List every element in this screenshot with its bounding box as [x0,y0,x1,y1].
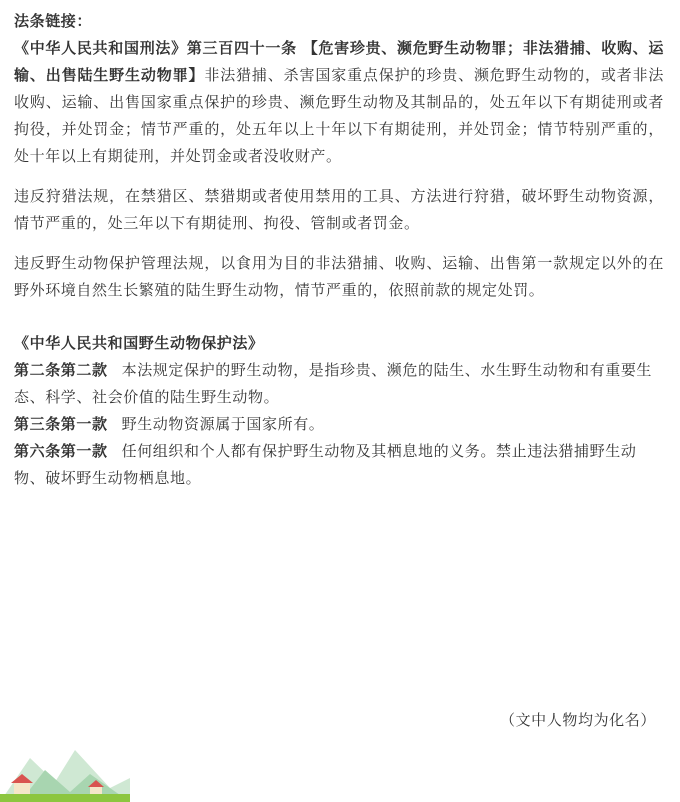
article-text: 任何组织和个人都有保护野生动物及其栖息地的义务。禁止违法猎捕野生动物、破坏野生动物栖息地。 [14,442,637,487]
criminal-law-title: 《中华人民共和国刑法》第三百四十一条 【危害珍贵、濒危野生动物罪；非法猎捕、收购、运输、出售陆生野生动物罪】 [14,39,664,84]
wildlife-law-title: 《中华人民共和国野生动物保护法》 [14,334,264,352]
criminal-law-para3: 违反野生动物保护管理法规，以食用为目的非法猎捕、收购、运输、出售第一款规定以外的在野外环境自然生长繁殖的陆生野生动物，情节严重的，依照前款的规定处罚。 [14,254,664,299]
house-wall [90,786,102,794]
pseudonym-note: （文中人物均为化名） [499,711,656,729]
wildlife-article-3 [14,438,664,492]
wildlife-article-2 [14,411,664,438]
criminal-law-para2: 违反狩猎法规，在禁猎区、禁猎期或者使用禁用的工具、方法进行狩猎，破坏野生动物资源，情节严重的，处三年以下有期徒刑、拘役、管制或者罚金。 [14,187,664,232]
article-text: 野生动物资源属于国家所有。 [121,415,325,433]
article-content [14,0,664,492]
article-text: 本法规定保护的野生动物，是指珍贵、濒危的陆生、水生野生动物和有重要生态、科学、社会价值的陆生野生动物。 [14,361,653,406]
grass-strip [0,794,130,802]
article-number: 第三条第一款 [14,415,108,433]
article-number: 第六条第一款 [14,442,108,460]
mountain-village-illustration [0,730,130,802]
house-wall [14,782,30,794]
criminal-law-paragraph [14,35,664,170]
wildlife-article-1 [14,357,664,411]
section-label: 法条链接： [14,12,93,30]
criminal-law-body: 非法猎捕、杀害国家重点保护的珍贵、濒危野生动物的，或者非法收购、运输、出售国家重点保护的珍贵、濒危野生动物及其制品的，处五年以下有期徒刑或者拘役，并处罚金；情节严重的，处五年以上十年以下有期徒刑，并处罚金；情节特别严重的，处十年以上有期徒刑，并处罚金或者没收财产。 [14,66,665,165]
article-number: 第二条第二款 [14,361,108,379]
